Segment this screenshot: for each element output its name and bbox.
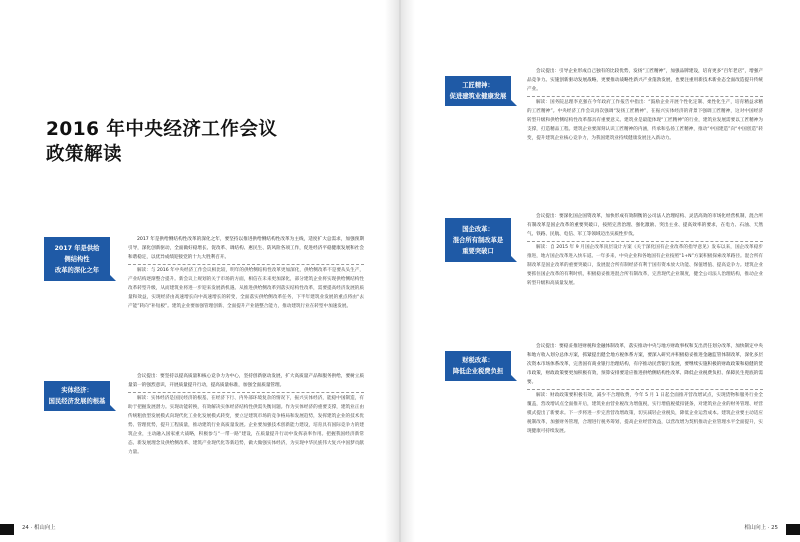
left-page xyxy=(0,0,399,542)
tag-line: 2017 年是供给 xyxy=(54,244,100,252)
section-text-fiscal-reform xyxy=(527,342,763,522)
page-title xyxy=(46,117,277,167)
page-number-left: 24 · 相山向上 xyxy=(22,525,56,531)
section-body: 解读：与 2016 年中央经济工作会议相比较，明年的供给侧结构性改革更加深化，供给侧改革不是要从头生产，产业结构逐渐整合提升。新会议上规划的关于市场的方面，相信在未来更加深化，部分建筑企业将实现供给侧结构性改革转型升级，从而建筑业将进一步迎来发展新机遇。从推进供给侧改革到落实结构性改革，需要提高经济发展的质量和效益，实现经济由高速增长向中高速增长的转变，全面落实供给侧改革任务，下半年建筑业发展的重点将由“去产能”转向“补短板”。建筑企业要加强管理创新、全面提升产业链整合能力，推动建筑行业在转型中加速发展。 xyxy=(128,268,364,310)
tag-line: 财税改革： xyxy=(462,357,494,364)
tag-line: 改革的深化之年 xyxy=(54,266,100,274)
page-corner-mark xyxy=(786,524,800,535)
section-tag-soe-reform xyxy=(445,218,511,262)
tag-line: 重要突破口 xyxy=(462,247,494,255)
tag-line: 促进建筑业健康发展 xyxy=(449,93,507,100)
section-lead: 2017 年是供给侧结构性改革的深化之年，要坚持以推进供给侧结构性改革为主线，适度扩大总需求，加强预期引导，深化创新驱动，全面做好稳增长、促改革、调结构、惠民生、防风险各项工作，促进经济平稳健康发展和社会和谐稳定，以优异成绩迎接党的十九大胜利召开。 xyxy=(128,237,364,261)
tag-line: 工匠精神： xyxy=(462,82,494,89)
divider xyxy=(128,392,364,393)
section-tag-craftsmanship xyxy=(445,76,511,106)
gutter-shadow xyxy=(385,0,399,542)
page-number-right: 相山向上 · 25 xyxy=(744,525,778,531)
title-line-1: 2016 年中央经济工作会议 xyxy=(46,119,278,140)
right-page xyxy=(401,0,800,542)
title-line-2: 政策解读 xyxy=(46,144,123,165)
tag-line: 混合所有制改革是 xyxy=(452,236,504,244)
section-tag-fiscal-reform xyxy=(445,351,511,381)
section-text-supply-side xyxy=(128,235,364,364)
section-lead: 会议提出：要稳妥推进财税和金融体制改革，落实推动中央与地方财政事权和支出责任划分改革，加快制定中央和地方收入划分总体方案，抓紧提出健全地方税体系方案，要深入研究并积极稳妥推进金融监管体制改革，深化多层次资本市场体系改革，完善国有商业银行治理结构，有序推动民营银行发展，要继续实施积极的财政政策和稳健的货币政策，财政政策要更加积极有效，预算安排要适应推进供给侧结构性改革、降低企业税费负担、保障民生兜底的需要。 xyxy=(527,344,763,386)
section-tag-supply-side xyxy=(44,237,110,281)
page-corner-mark xyxy=(0,524,14,535)
section-text-real-economy xyxy=(128,372,364,517)
tag-line: 降低企业税费负担 xyxy=(452,368,504,375)
tag-line: 实体经济： xyxy=(61,387,93,394)
tag-line: 侧结构性 xyxy=(64,255,90,263)
gutter-shadow xyxy=(401,0,415,542)
tag-line: 国企改革： xyxy=(462,225,494,233)
section-body: 解读：实体经济是国民经济的根基，在经济下行、内外部环境复杂的情况下，振兴实体经济，能稳中国制造，有助于把握发展潜力。实现动能转换，有效解决实体经济结构性供需失衡问题。作为实体经济的重要支撑，建筑业正由传统粗放型发展模式向现代化工业化发展模式转变，要立足建筑市场的竞争格局和发展趋势，发挥建筑企业的技术优势、管理优势，提升工程质量，推动建筑行业高质量发展。企业要加强技术创新能力建设，培育具有国际竞争力的建筑企业，主动融入国家重大战略，积极参与“一带一路”建设，在质量提升行动中发挥表率作用。把握我国经济新常态、新发展理念及供给侧改革、建筑产业现代化等新趋势，做大做强实体经济，为实现中华民族伟大复兴中国梦贡献力量。 xyxy=(128,396,364,456)
section-lead: 会议提出：要深化国企国资改革，加快形成有效制衡的公司法人治理结构、灵活高效的市场化经营机制，混合所有制改革是国企改革的重要突破口，按照完善治理、强化激励、突出主业、提高效率的要求，在电力、石油、天然气、铁路、民航、电信、军工等领域迈出实质性步伐。 xyxy=(527,214,763,238)
section-text-soe-reform xyxy=(527,212,763,336)
divider xyxy=(527,389,763,390)
section-text-craftsmanship xyxy=(527,67,763,207)
section-lead: 会议提出：要坚持以提高质量和核心竞争力为中心，坚持创新驱动发展，扩大高质量产品和服务供给，要树立质量第一的强烈意识，开展质量提升行动，提高质量标准，加强全面质量管理。 xyxy=(128,374,364,389)
tag-line: 国民经济发展的根基 xyxy=(48,398,106,405)
section-body: 解读：财政政策要积极有效，减少不合理收费，今年 5 月 1 日起全面推开营改增试点，实现货物和服务行业全覆盖，营改增试点全面推开后，建筑业由营业税改为增值税，实行增值税抵扣链条，对建筑业企业的财务管理、经营模式提出了新要求。下一步将进一步完善营改增政策，切实减轻企业税负，降低企业运营成本。建筑企业要主动适应税制改革，加强财务管理，合理进行税务筹划，提高企业经营效益，以营改增为契机推动企业管理水平全面提升，实现健康可持续发展。 xyxy=(527,393,763,435)
section-body: 解读：自 2015 年 9 月国企改革顶层设计方案《关于深化国有企业改革的指导意见》发布以来，国企改革稳步推进，地方国企改革进入快车道。一年多来，中央企业和各地国有企业按照“1+N”方案积极探索改革路径。混合所有制改革是国企改革的重要突破口，发展混合所有制经济有利于国有资本放大功能、保值增值、提高竞争力。建筑企业要抓住国企改革的有利时机，积极稳妥推进混合所有制改革，完善现代企业制度，健全公司法人治理结构，推动企业转型升级和高质量发展。 xyxy=(527,245,763,287)
divider xyxy=(527,241,763,242)
section-body: 解读：国务院总理李克强在今年政府工作报告中指出：“鼓励企业开展个性化定制、柔性化生产，培育精益求精的工匠精神”。中央经济工作会议再次强调“发扬工匠精神”，在振兴实体经济的背景下强调工匠精神，这对中国经济转型升级和供给侧结构性改革都具有重要意义。建筑业是最能体现“工匠精神”的行业，建筑业发展需要以工匠精神为支撑，打造精品工程。建筑企业要深刻认识工匠精神的内涵，传承和弘扬工匠精神，推动“中国建造”向“中国创造”转变，提升建筑企业核心竞争力，为我国建筑业持续健康发展注入新动力。 xyxy=(527,100,763,142)
divider xyxy=(128,264,364,265)
section-lead: 会议提出：引导企业形成自己独有的比较优势，发扬“工匠精神”，加强品牌建设，培育更多“百年老店”，增强产品竞争力。实施创新驱动发展战略，更要推动战略性新兴产业蓬勃发展，也要注重用新技术新业态全面改造提升传统产业。 xyxy=(527,69,763,93)
divider xyxy=(527,96,763,97)
section-tag-real-economy xyxy=(44,381,110,411)
